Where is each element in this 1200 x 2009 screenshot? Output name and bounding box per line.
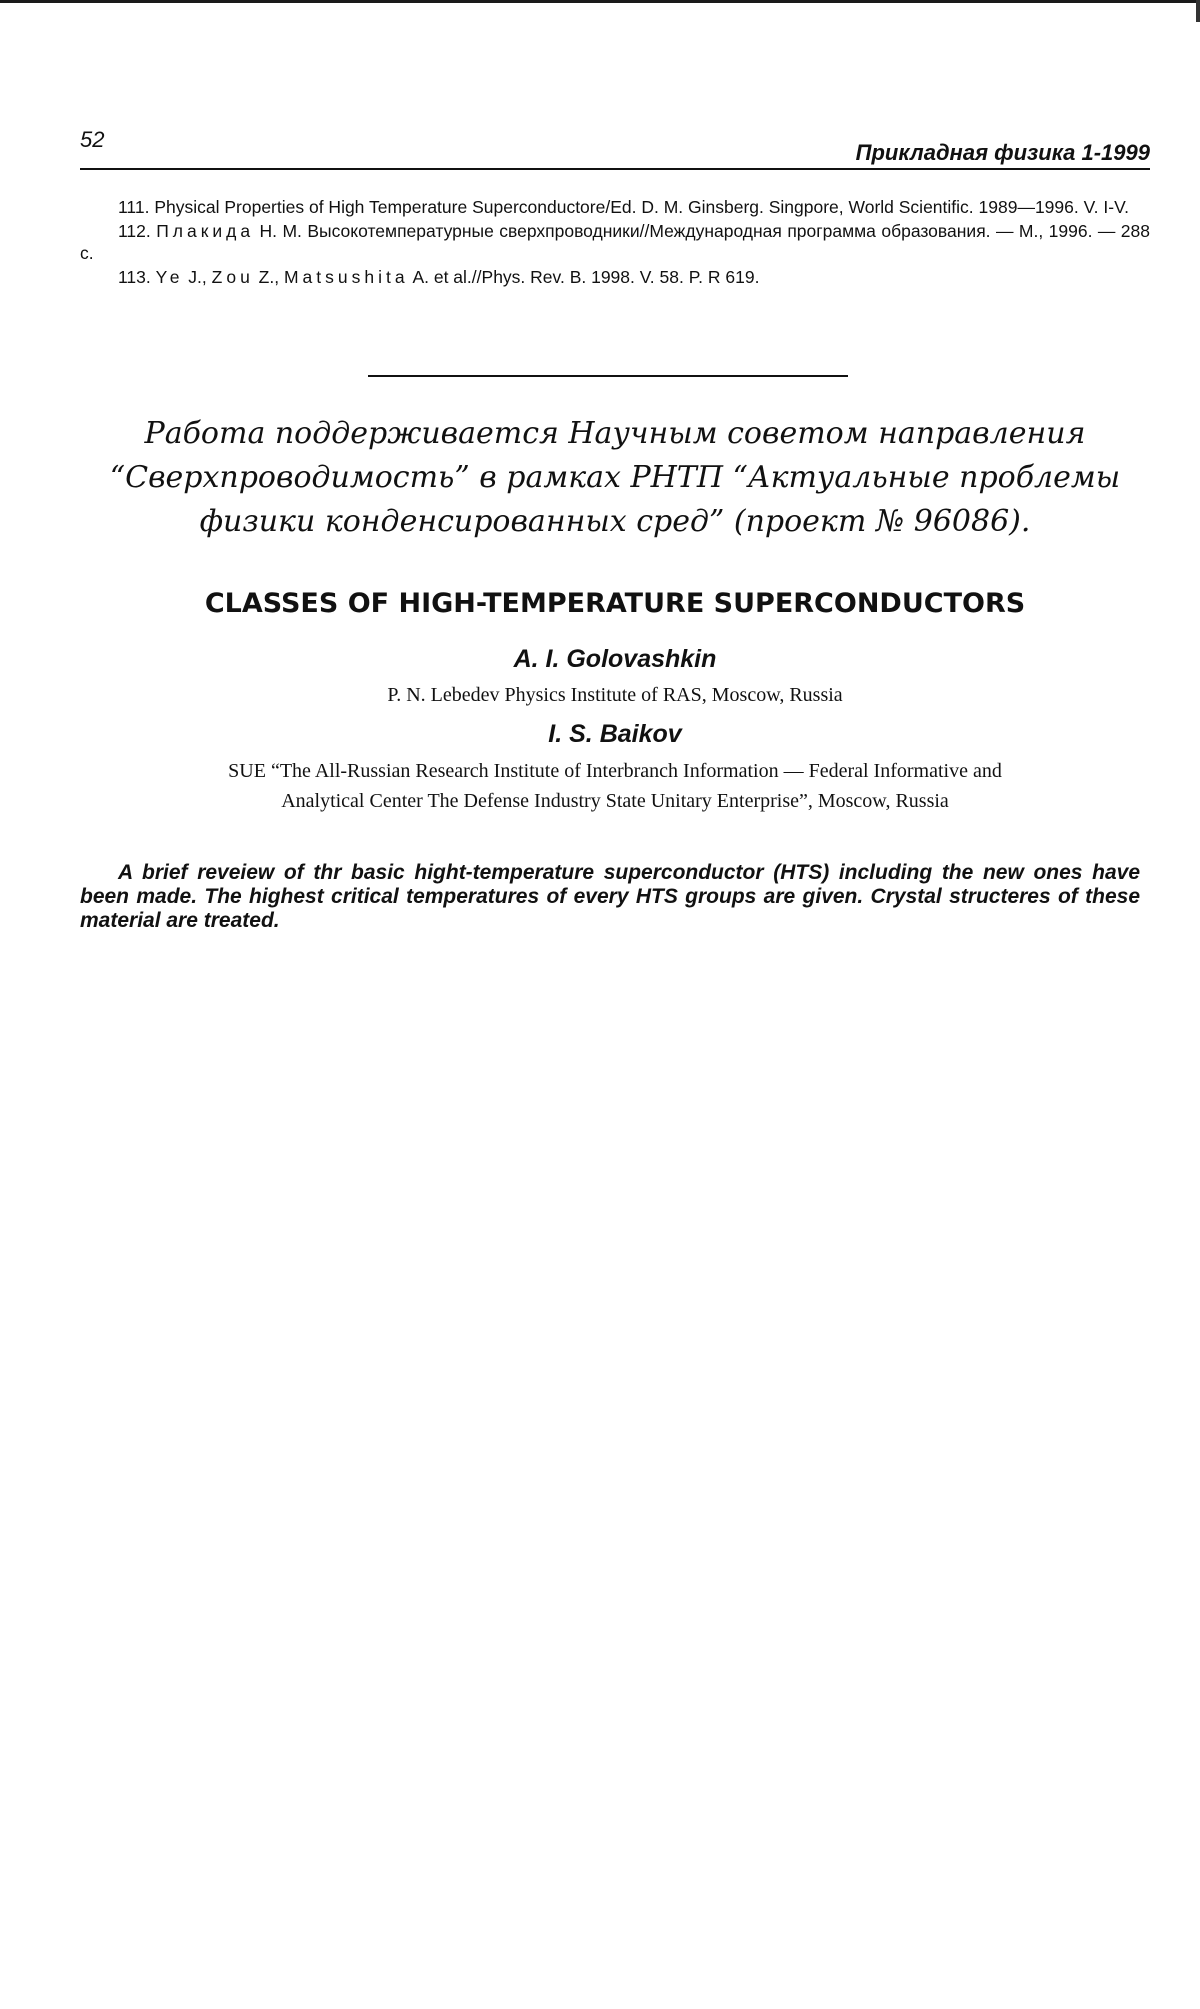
affiliation-1: P. N. Lebedev Physics Institute of RAS, Moscow, Russia xyxy=(387,684,843,706)
reference-112-number: 112. xyxy=(118,221,157,241)
reference-113-text: A. et al.//Phys. Rev. B. 1998. V. 58. P. R 619. xyxy=(408,267,760,287)
reference-112 xyxy=(80,220,1150,264)
funding-note-line-2: “Сверхпроводимость” в рамках РНТП “Актуальные проблемы xyxy=(109,460,1121,495)
reference-113-number: 113. xyxy=(118,267,156,287)
reference-113-initial-z: Z., xyxy=(253,267,284,287)
article-title: CLASSES OF HIGH-TEMPERATURE SUPERCONDUCTORS xyxy=(204,588,1026,619)
author-1: A. I. Golovashkin xyxy=(513,645,717,673)
affiliation-2-line-2: Analytical Center The Defense Industry State Unitary Enterprise”, Moscow, Russia xyxy=(281,790,949,812)
reference-113-author-zou: Zou xyxy=(211,267,254,287)
reference-113-initial-j: J., xyxy=(183,267,212,287)
reference-113 xyxy=(80,266,1150,288)
reference-113-author-ye: Ye xyxy=(155,267,184,287)
author-2: I. S. Baikov xyxy=(548,720,682,748)
scan-top-edge xyxy=(0,0,1200,3)
affiliation-2-line-1: SUE “The All-Russian Research Institute of Interbranch Information — Federal Informative and xyxy=(228,760,1002,782)
reference-112-text: Н. М. Высокотемпературные сверхпроводники//Международная программа образования. — М., 1996. — 288 с. xyxy=(80,221,1151,263)
header-rule xyxy=(80,168,1150,170)
funding-note-line-3: физики конденсированных сред” (проект № 96086). xyxy=(199,504,1031,539)
journal-running-title: Прикладная физика 1-1999 xyxy=(855,140,1150,165)
page-number: 52 xyxy=(80,127,105,152)
affiliation-2 xyxy=(80,756,1150,816)
reference-112-author: Плакида xyxy=(156,221,255,241)
funding-note-line-1: Работа поддерживается Научным советом направления xyxy=(144,416,1086,451)
reference-111: 111. Physical Properties of High Temperature Superconductore/Ed. D. M. Ginsberg. Singpore, World Scientific. 1989—1996. V. I-V. xyxy=(118,197,1130,217)
funding-note xyxy=(80,412,1150,544)
reference-113-author-matsushita: Matsushita xyxy=(283,267,409,287)
section-divider xyxy=(368,375,848,377)
scan-corner-mark xyxy=(1196,0,1200,22)
reference-list xyxy=(80,196,1150,290)
abstract: A brief reveiew of thr basic hight-temperature superconductor (HTS) including the new ones have been made. The highest critical temperatures of every HTS groups are given. Crystal structeres of these material are treated. xyxy=(80,861,1140,932)
